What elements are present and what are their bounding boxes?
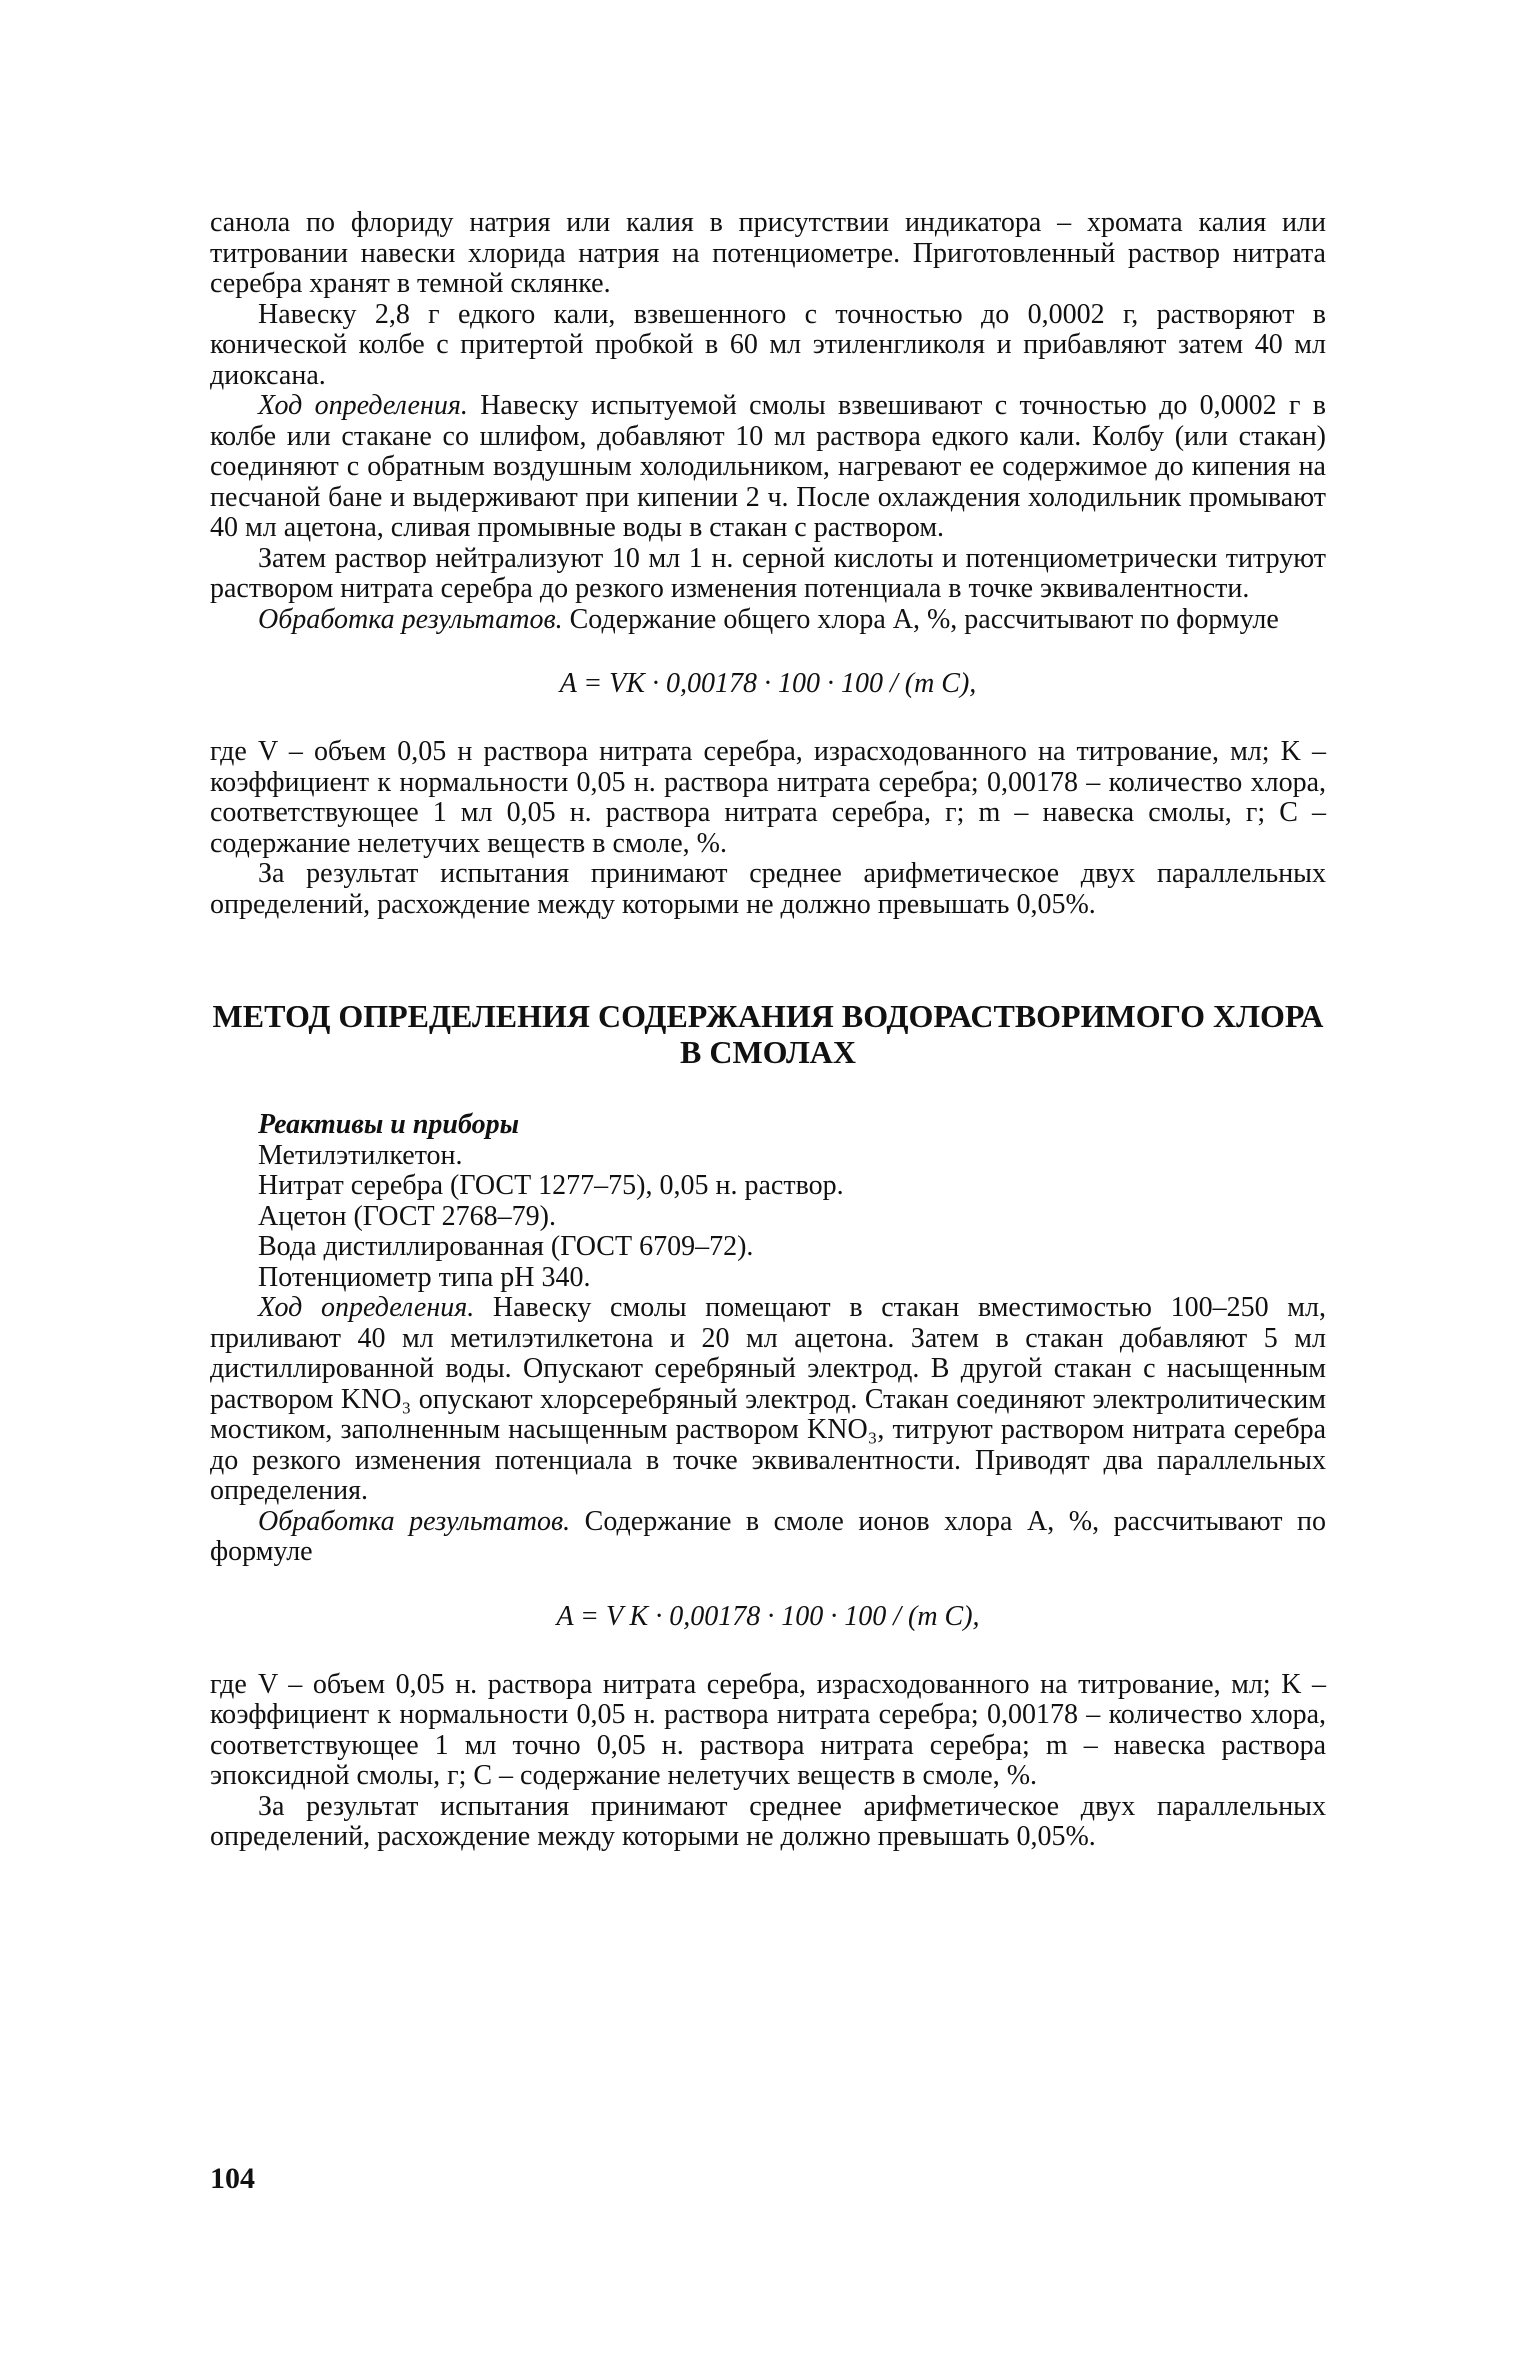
reagent-item: Ацетон (ГОСТ 2768–79). — [258, 1200, 556, 1232]
reagent-item: Потенциометр типа pH 340. — [258, 1261, 591, 1293]
paragraph-reagent-prep: Навеску 2,8 г едкого кали, взвешенного с точностью до 0,0002 г, растворяют в конической колбе с притертой пробкой в 60 мл этиленгликоля и прибавляют затем 40 мл диоксана. — [210, 298, 1326, 391]
reagent-item: Нитрат серебра (ГОСТ 1277–75), 0,05 н. раствор. — [258, 1170, 844, 1201]
section-heading-line2: В СМОЛАХ — [679, 1034, 856, 1070]
section-results-label: Обработка результатов. — [258, 1505, 571, 1537]
section-where-label: где — [210, 1668, 247, 1700]
paragraph-conclusion: За результат испытания принимают среднее арифметическое двух параллельных определений, расхождение между которыми не должно превышать 0,05%. — [210, 858, 1326, 920]
paragraph-results — [210, 605, 1326, 636]
reagent-item: Метилэтилкетон. — [258, 1139, 463, 1171]
section-formula-text: A = V K · 0,00178 · 100 · 100 / (m C), — [556, 1600, 980, 1632]
paragraph-section-conclusion: За результат испытания принимают среднее арифметическое двух параллельных определений, расхождение между которыми не должно превышать 0,05%. — [210, 1790, 1326, 1852]
procedure-text: Навеску испытуемой смолы взвешивают с точностью до 0,0002 г в колбе или стакане со шлифом, добавляют 10 мл раствора едкого кали. Колбу (или стакан) соединяют с обратным воздушным холодильником, нагревают ее содержимое до кипения на песчаной бане и выдерживают при кипении 2 ч. После охлаждения холодильник промывают 40 мл ацетона, сливая промывные воды в стакан с раствором. — [210, 390, 1326, 543]
where-label: где — [210, 736, 247, 767]
paragraph-where — [210, 737, 1326, 859]
formula-total-chlorine — [210, 669, 1326, 699]
reagents-label: Реактивы и приборы — [258, 1109, 520, 1140]
paragraph-section-where — [210, 1670, 1326, 1792]
results-text: Содержание общего хлора A, %, рассчитывают по формуле — [562, 603, 1279, 635]
formula-ion-chlorine — [210, 1602, 1326, 1632]
reagents-list — [258, 1110, 1326, 1293]
results-label: Обработка результатов. — [258, 603, 563, 635]
paragraph-section-results — [210, 1507, 1326, 1568]
reagent-item: Вода дистиллированная (ГОСТ 6709–72). — [258, 1231, 754, 1262]
section-water-soluble-chlorine — [210, 998, 1326, 1853]
paragraph-procedure — [210, 391, 1326, 544]
paragraph-section-procedure — [210, 1293, 1326, 1507]
section-procedure-text: Навеску смолы помещают в стакан вместимостью 100–250 мл, приливают 40 мл метилэтилкетона и 20 мл ацетона. Затем в стакан добавляют 5 мл дистиллированной воды. Опускают серебряный электрод. В другой стакан с насыщенным раствором KNO₃ опускают хлорсеребряный электрод. Стакан соединяют электролитическим мостиком, заполненным насыщенным раствором KNO₃, титруют раствором нитрата серебра до резкого изменения потенциала в точке эквивалентности. Приводят два параллельных определения. — [210, 1292, 1327, 1506]
where-text: V – объем 0,05 н раствора нитрата серебра, израсходованного на титрование, мл; K – коэффициент к нормальности 0,05 н. раствора нитрата серебра; 0,00178 – количество хлора, соответствующее 1 мл 0,05 н. раствора нитрата серебра, г; m – навеска смолы, г; C – содержание нелетучих веществ в смоле, %. — [210, 736, 1326, 859]
page-number: 104 — [210, 2162, 255, 2195]
paragraph-neutralize: Затем раствор нейтрализуют 10 мл 1 н. серной кислоты и потенциометрически титруют раствором нитрата серебра до резкого изменения потенциала в точке эквивалентности. — [210, 542, 1326, 604]
section-procedure-label: Ход определения. — [258, 1292, 475, 1323]
formula-text: A = VK · 0,00178 · 100 · 100 / (m C), — [559, 668, 977, 699]
procedure-label: Ход определения. — [258, 390, 468, 421]
section-where-text: V – объем 0,05 н. раствора нитрата серебра, израсходованного на титрование, мл; K – коэффициент к нормальности 0,05 н. раствора нитрата серебра; 0,00178 – количество хлора, соответствующее 1 мл точно 0,05 н. раствора нитрата серебра; m – навеска раствора эпоксидной смолы, г; C – содержание нелетучих веществ в смоле, %. — [210, 1668, 1326, 1791]
section-results-text: Содержание в смоле ионов хлора A, %, рассчитывают по формуле — [210, 1505, 1326, 1567]
page-content — [210, 208, 1326, 1853]
section-heading-line1: МЕТОД ОПРЕДЕЛЕНИЯ СОДЕРЖАНИЯ ВОДОРАСТВОРИМОГО ХЛОРА — [212, 998, 1324, 1034]
paragraph-intro: санола по флориду натрия или калия в присутствии индикатора – хромата калия или титровании навески хлорида натрия на потенциометре. Приготовленный раствор нитрата серебра хранят в темной склянке. — [210, 207, 1326, 299]
